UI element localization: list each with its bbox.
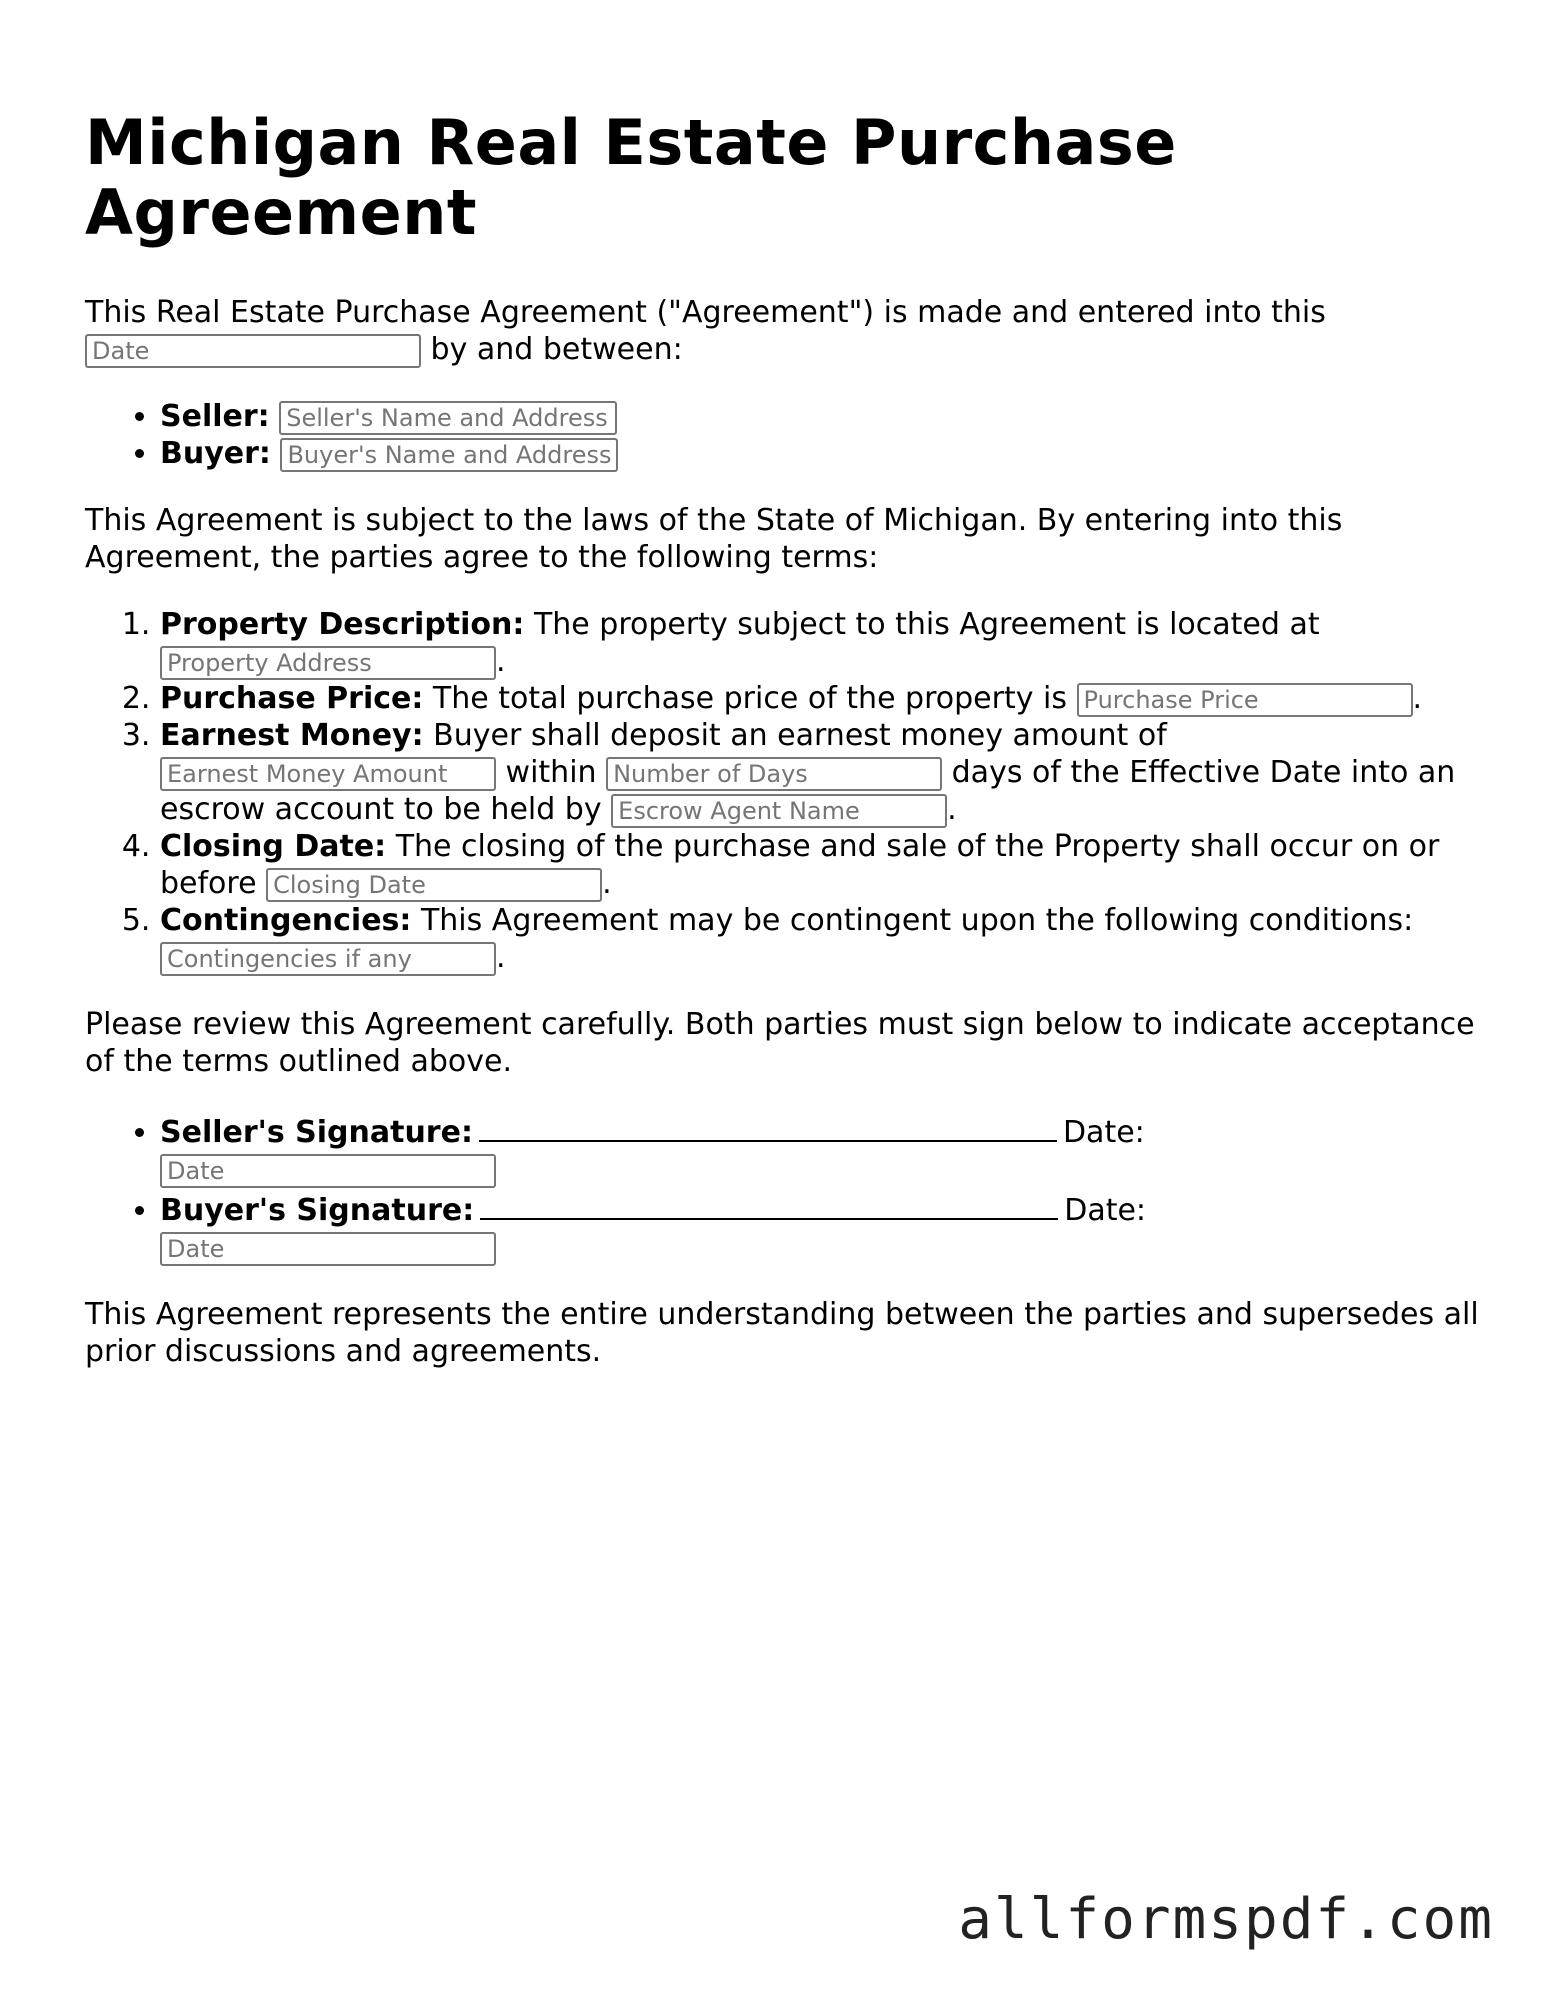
escrow-agent-input[interactable]	[611, 794, 947, 828]
closing-text: The closing of the purchase and sale of the Property shall occur on or before	[160, 829, 1440, 901]
brand-watermark: allformspdf.com	[958, 1887, 1494, 1952]
buyer-date-label: Date:	[1064, 1193, 1147, 1228]
term-property	[160, 606, 1485, 680]
list-item-seller	[160, 398, 1485, 435]
seller-label: Seller:	[160, 399, 270, 434]
seller-date-label: Date:	[1062, 1115, 1145, 1150]
closing-statement: This Agreement represents the entire understanding between the parties and supersedes all prior discussions and agreements.	[85, 1297, 1479, 1369]
earnest-within: within	[505, 755, 597, 790]
signatures-list	[85, 1110, 1485, 1266]
seller-signature-line[interactable]	[479, 1110, 1057, 1142]
property-end: .	[496, 644, 506, 679]
number-of-days-input[interactable]	[606, 757, 942, 791]
intro-paragraph	[85, 294, 1485, 368]
list-item-buyer-signature	[160, 1188, 1485, 1266]
contingencies-input[interactable]	[160, 942, 496, 976]
list-item-seller-signature	[160, 1110, 1485, 1188]
closing-date-input[interactable]	[266, 868, 602, 902]
buyer-name-input[interactable]	[280, 438, 618, 472]
closing-end: .	[602, 866, 612, 901]
earnest-money-input[interactable]	[160, 757, 496, 791]
term-contingencies	[160, 902, 1485, 976]
intro-text-after: by and between:	[430, 332, 683, 367]
agreement-document	[85, 108, 1485, 1400]
buyer-signature-date-input[interactable]	[160, 1232, 496, 1266]
property-label: Property Description:	[160, 607, 525, 642]
earnest-label: Earnest Money:	[160, 718, 424, 753]
term-closing-date	[160, 828, 1485, 902]
parties-list	[85, 398, 1485, 472]
earnest-after-days: days of the Effective Date into an escrow account to be held by	[160, 755, 1456, 827]
term-price	[160, 680, 1485, 717]
contingencies-label: Contingencies:	[160, 903, 412, 938]
buyer-signature-line[interactable]	[480, 1188, 1058, 1220]
intro-text: This Real Estate Purchase Agreement ("Agreement") is made and entered into this	[85, 295, 1326, 330]
page-title: Michigan Real Estate Purchase Agreement	[85, 106, 1177, 249]
property-address-input[interactable]	[160, 646, 496, 680]
contingencies-end: .	[496, 940, 506, 975]
seller-signature-label: Seller's Signature:	[160, 1115, 473, 1150]
earnest-end: .	[947, 792, 957, 827]
governing-law-paragraph: This Agreement is subject to the laws of the State of Michigan. By entering into this Agreement, the parties agree to the following terms:	[85, 503, 1343, 575]
earnest-text: Buyer shall deposit an earnest money amount of	[433, 718, 1167, 753]
buyer-label: Buyer:	[160, 436, 271, 471]
review-paragraph: Please review this Agreement carefully. Both parties must sign below to indicate acceptance of the terms outlined above.	[85, 1007, 1475, 1079]
purchase-price-input[interactable]	[1077, 683, 1413, 717]
term-earnest-money	[160, 717, 1485, 828]
price-label: Purchase Price:	[160, 681, 424, 716]
list-item-buyer	[160, 435, 1485, 472]
contingencies-text: This Agreement may be contingent upon the following conditions:	[420, 903, 1414, 938]
seller-signature-date-input[interactable]	[160, 1154, 496, 1188]
terms-list	[85, 606, 1485, 976]
closing-label: Closing Date:	[160, 829, 387, 864]
agreement-date-input[interactable]	[85, 334, 421, 368]
price-end: .	[1412, 681, 1423, 716]
property-text: The property subject to this Agreement is located at	[533, 607, 1320, 642]
buyer-signature-label: Buyer's Signature:	[160, 1193, 475, 1228]
price-text: The total purchase price of the property is	[432, 681, 1067, 716]
seller-name-input[interactable]	[279, 401, 617, 435]
